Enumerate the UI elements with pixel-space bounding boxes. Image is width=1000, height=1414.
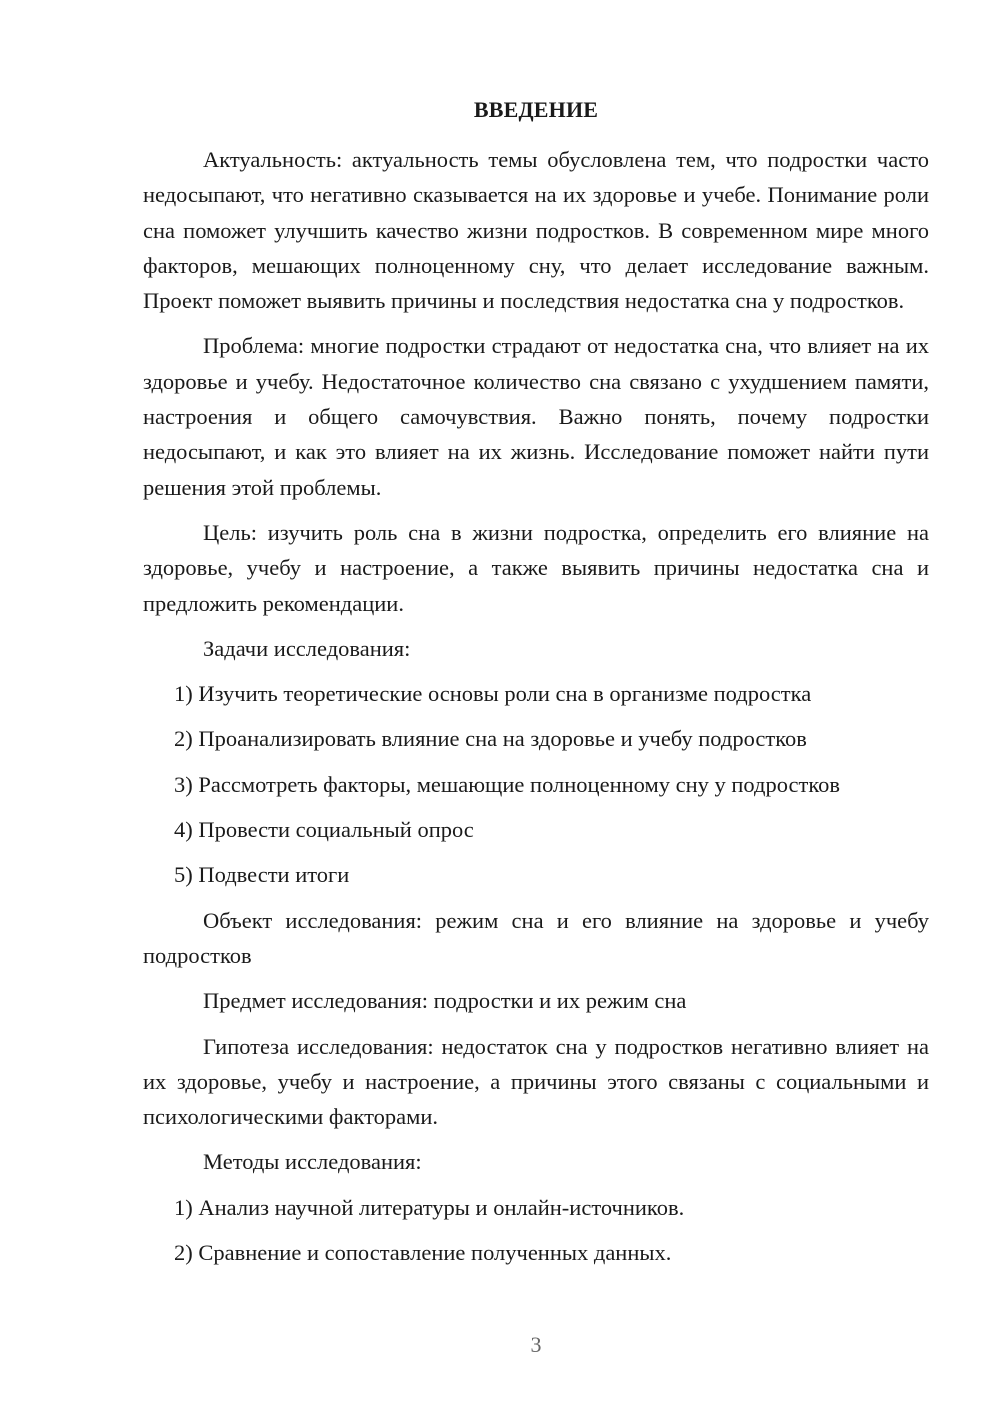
task-item: 5) Подвести итоги: [174, 862, 350, 888]
object-paragraph: Объект исследования: режим сна и его влияние на здоровье и учебу подростков: [143, 907, 929, 968]
subject-paragraph: Предмет исследования: подростки и их режим сна: [203, 988, 687, 1014]
page-number: 3: [530, 1332, 542, 1357]
method-item: 2) Сравнение и сопоставление полученных данных.: [174, 1240, 672, 1266]
hypothesis-paragraph: Гипотеза исследования: недостаток сна у подростков негативно влияет на их здоровье, учебу и настроение, а причины этого связаны с социальными и психологическими факторами.: [143, 1033, 929, 1130]
task-item: 1) Изучить теоретические основы роли сна в организме подростка: [174, 681, 812, 707]
problem-paragraph: Проблема: многие подростки страдают от недостатка сна, что влияет на их здоровье и учебу. Недостаточное количество сна связано с ухудшением памяти, настроения и общего самочувствия. Важно понять, почему подростки недосыпают, и как это влияет на их жизнь. Исследование поможет найти пути решения этой проблемы.: [143, 333, 929, 500]
tasks-heading: Задачи исследования:: [203, 635, 411, 661]
methods-heading: Методы исследования:: [203, 1149, 422, 1175]
method-item: 1) Анализ научной литературы и онлайн-источников.: [174, 1194, 685, 1220]
task-item: 3) Рассмотреть факторы, мешающие полноценному сну у подростков: [174, 771, 840, 797]
task-item: 2) Проанализировать влияние сна на здоровье и учебу подростков: [174, 726, 807, 752]
task-item: 4) Провести социальный опрос: [174, 817, 474, 843]
goal-paragraph: Цель: изучить роль сна в жизни подростка, определить его влияние на здоровье, учебу и настроение, а также выявить причины недостатка сна и предложить рекомендации.: [143, 519, 929, 616]
section-title: ВВЕДЕНИЕ: [473, 97, 599, 122]
page-content: [143, 92, 929, 1280]
relevance-paragraph: Актуальность: актуальность темы обусловлена тем, что подростки часто недосыпают, что негативно сказывается на их здоровье и учебе. Понимание роли сна поможет улучшить качество жизни подростков. В современном мире много факторов, мешающих полноценному сну, что делает исследование важным. Проект поможет выявить причины и последствия недостатка сна у подростков.: [143, 147, 929, 314]
